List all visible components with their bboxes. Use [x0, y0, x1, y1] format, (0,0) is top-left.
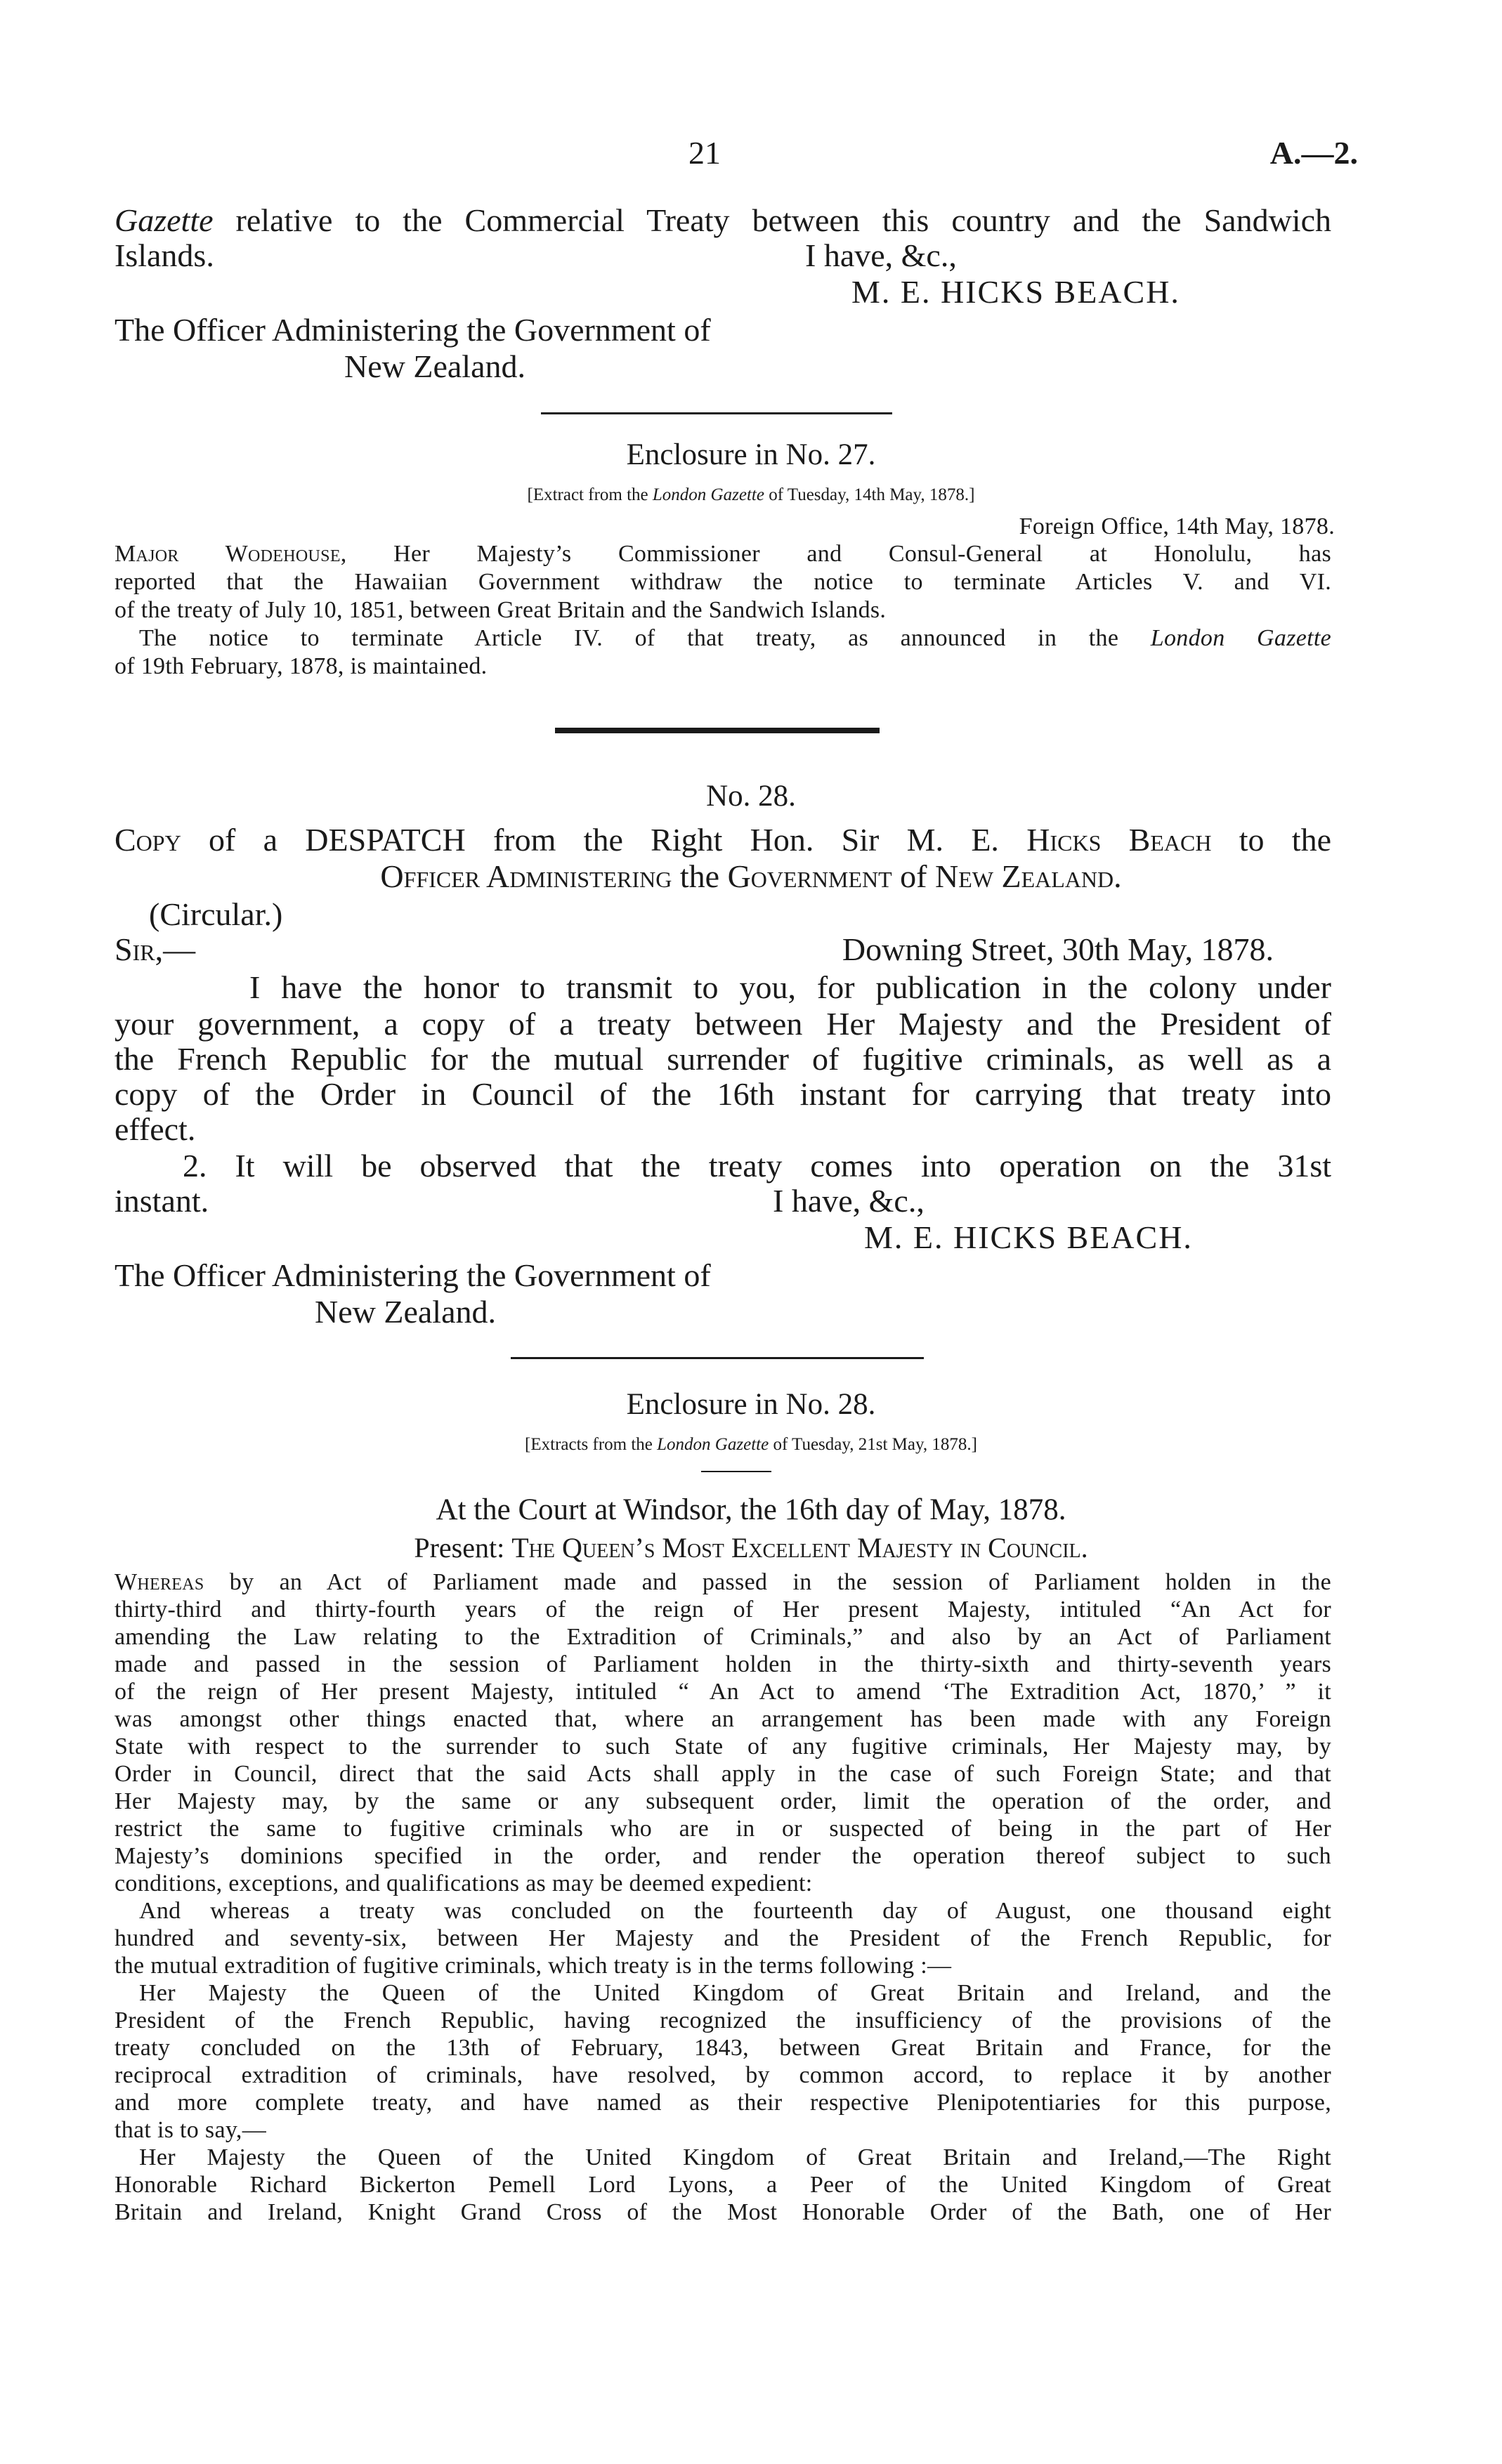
source-gazette-italic: London Gazette: [652, 485, 764, 504]
despatch-body-line-7-right: I have, &c.,: [773, 1183, 925, 1219]
despatch-body-line-1: I have the honor to transmit to you, for publication in the colony under: [249, 969, 1331, 1005]
despatch-title-end: to the: [1211, 822, 1331, 858]
section-divider-2: [511, 1357, 924, 1359]
p1-line-1-text: , Her Majesty’s Commissioner and Consul-General at Honolulu, has: [340, 541, 1331, 567]
despatch-dateline: Downing Street, 30th May, 1878.: [842, 931, 1274, 967]
london-gazette-italic: London Gazette: [1150, 625, 1332, 651]
despatch-title-line-1: [115, 822, 1331, 858]
and-whereas-line-1: And whereas a treaty was concluded on the fourteenth day of August, one thousand eight: [139, 1898, 1331, 1924]
treaty-preamble-line-5: and more complete treaty, and have named as their respective Plenipotentiaries for this purpose,: [115, 2090, 1331, 2116]
source-gazette-italic-28: London Gazette: [657, 1435, 769, 1454]
short-divider: [701, 1471, 771, 1472]
top-line-1-text: relative to the Commercial Treaty between this country and the Sandwich: [213, 202, 1331, 238]
present-label: Present:: [414, 1532, 512, 1564]
enclosure-27-source: [0, 485, 1502, 506]
section-divider-1: [541, 412, 892, 414]
enclosure-28-title: Enclosure in No. 28.: [626, 1388, 876, 1421]
enclosure-27-p2-line-2: of 19th February, 1878, is maintained.: [115, 653, 488, 679]
whereas-line-1: [115, 1568, 1331, 1597]
treaty-preamble-line-4: reciprocal extradition of criminals, have resolved, by common accord, to replace it by another: [115, 2062, 1331, 2088]
source-prefix: [Extract from the: [527, 485, 653, 504]
enclosure-27-title: Enclosure in No. 27.: [626, 438, 876, 471]
major-wodehouse-smallcaps: Major Wodehouse: [115, 541, 341, 567]
government-smallcaps: Government: [727, 858, 892, 894]
treaty-preamble-line-6: that is to say,—: [115, 2117, 267, 2143]
top-line-2-left: Islands.: [115, 237, 214, 273]
addressee-line-1: The Officer Administering the Government of: [115, 312, 711, 348]
whereas-smallcaps: Whereas: [115, 1569, 204, 1595]
source-suffix: of Tuesday, 14th May, 1878.]: [764, 485, 975, 504]
title-word-of: of: [892, 858, 935, 894]
despatch-title-line-2: [0, 858, 1502, 895]
addressee-line-2: New Zealand.: [344, 348, 525, 384]
source-suffix-28: of Tuesday, 21st May, 1878.]: [769, 1435, 977, 1454]
and-whereas-line-3: the mutual extradition of fugitive criminals, which treaty is in the terms following :—: [115, 1953, 952, 1979]
whereas-line-9: Her Majesty may, by the same or any subsequent order, limit the operation of the order, and: [115, 1788, 1331, 1814]
new-zealand-smallcaps: New Zealand.: [935, 858, 1122, 894]
whereas-line-10: restrict the same to fugitive criminals who are in or suspected of being in the part of Her: [115, 1816, 1331, 1842]
p2-line-1-text: The notice to terminate Article IV. of that treaty, as announced in the: [139, 625, 1151, 651]
officer-administering-smallcaps: Officer Administering: [380, 858, 672, 894]
present-line: [0, 1531, 1502, 1565]
document-reference: A.—2.: [1269, 135, 1358, 171]
enclosure-27-p1-line-3: of the treaty of July 10, 1851, between Great Britain and the Sandwich Islands.: [115, 597, 887, 623]
whereas-line-8: Order in Council, direct that the said Acts shall apply in the case of such Foreign State; and that: [115, 1761, 1331, 1787]
court-line: At the Court at Windsor, the 16th day of May, 1878.: [436, 1493, 1066, 1526]
whereas-line-4: made and passed in the session of Parliament holden in the thirty-sixth and thirty-seventh years: [115, 1651, 1331, 1677]
section-divider-thick: [555, 728, 880, 733]
copy-smallcaps: Copy: [115, 822, 181, 858]
despatch-body-line-7-left: instant.: [115, 1183, 209, 1219]
signature-hicks-beach-1: M. E. HICKS BEACH.: [851, 274, 1180, 310]
despatch-title-text: of a DESPATCH from the Right Hon. Sir M. E.: [181, 822, 1027, 858]
addressee-2-line-2: New Zealand.: [315, 1294, 496, 1330]
whereas-line-3: amending the Law relating to the Extradition of Criminals,” and also by an Act of Parliament: [115, 1624, 1331, 1650]
despatch-body-line-3: the French Republic for the mutual surrender of fugitive criminals, as well as a: [115, 1041, 1331, 1077]
title-word-the: the: [672, 858, 728, 894]
whereas-line-11: Majesty’s dominions specified in the order, and render the operation thereof subject to such: [115, 1843, 1331, 1869]
enclosure-27-p2-line-1: [139, 624, 1331, 653]
salutation: Sir,—: [115, 931, 196, 967]
plenipotentiary-line-2: Honorable Richard Bickerton Pemell Lord Lyons, a Peer of the United Kingdom of Great: [115, 2172, 1331, 2198]
hicks-beach-smallcaps: Hicks Beach: [1026, 822, 1212, 858]
whereas-line-1-text: by an Act of Parliament made and passed in the session of Parliament holden in the: [204, 1569, 1331, 1595]
treaty-preamble-line-2: President of the French Republic, having recognized the insufficiency of the provisions of the: [115, 2007, 1331, 2033]
treaty-preamble-line-1: Her Majesty the Queen of the United Kingdom of Great Britain and Ireland, and the: [139, 1980, 1331, 2006]
despatch-body-line-4: copy of the Order in Council of the 16th instant for carrying that treaty into: [115, 1076, 1331, 1112]
top-line-1: [115, 202, 1331, 239]
despatch-body-line-2: your government, a copy of a treaty between Her Majesty and the President of: [115, 1006, 1331, 1042]
plenipotentiary-line-1: Her Majesty the Queen of the United Kingdom of Great Britain and Ireland,—The Right: [139, 2144, 1331, 2170]
top-line-2-right: I have, &c.,: [805, 237, 957, 273]
addressee-2-line-1: The Officer Administering the Government of: [115, 1257, 711, 1293]
source-prefix-28: [Extracts from the: [525, 1435, 658, 1454]
whereas-line-6: was amongst other things enacted that, where an arrangement has been made with any Foreign: [115, 1706, 1331, 1732]
circular-label: (Circular.): [149, 896, 283, 932]
signature-hicks-beach-2: M. E. HICKS BEACH.: [864, 1219, 1193, 1255]
plenipotentiary-line-3: Britain and Ireland, Knight Grand Cross of the Most Honorable Order of the Bath, one of Her: [115, 2199, 1331, 2225]
enclosure-27-p1-line-1: [115, 540, 1331, 568]
enclosure-27-dateline: Foreign Office, 14th May, 1878.: [1019, 513, 1335, 539]
gazette-italic: Gazette: [115, 202, 214, 238]
whereas-line-7: State with respect to the surrender to such State of any fugitive criminals, Her Majesty may, by: [115, 1734, 1331, 1759]
whereas-line-5: of the reign of Her present Majesty, intituled “ An Act to amend ‘The Extradition Act, 1870,’ ” it: [115, 1679, 1331, 1705]
whereas-line-2: thirty-third and thirty-fourth years of the reign of Her present Majesty, intituled “An Act for: [115, 1597, 1331, 1623]
enclosure-27-p1-line-2: reported that the Hawaiian Government withdraw the notice to terminate Articles V. and VI.: [115, 569, 1331, 595]
despatch-body-line-5: effect.: [115, 1111, 196, 1147]
despatch-body-line-6: 2. It will be observed that the treaty comes into operation on the 31st: [183, 1148, 1331, 1184]
present-smallcaps: The Queen’s Most Excellent Majesty in Council.: [511, 1532, 1088, 1564]
no-28-heading: No. 28.: [706, 780, 796, 813]
enclosure-28-source: [0, 1434, 1502, 1455]
whereas-line-12: conditions, exceptions, and qualifications as may be deemed expedient:: [115, 1870, 813, 1896]
and-whereas-line-2: hundred and seventy-six, between Her Majesty and the President of the French Republic, for: [115, 1925, 1331, 1951]
treaty-preamble-line-3: treaty concluded on the 13th of February, 1843, between Great Britain and France, for the: [115, 2035, 1331, 2061]
page-number: 21: [688, 135, 721, 171]
